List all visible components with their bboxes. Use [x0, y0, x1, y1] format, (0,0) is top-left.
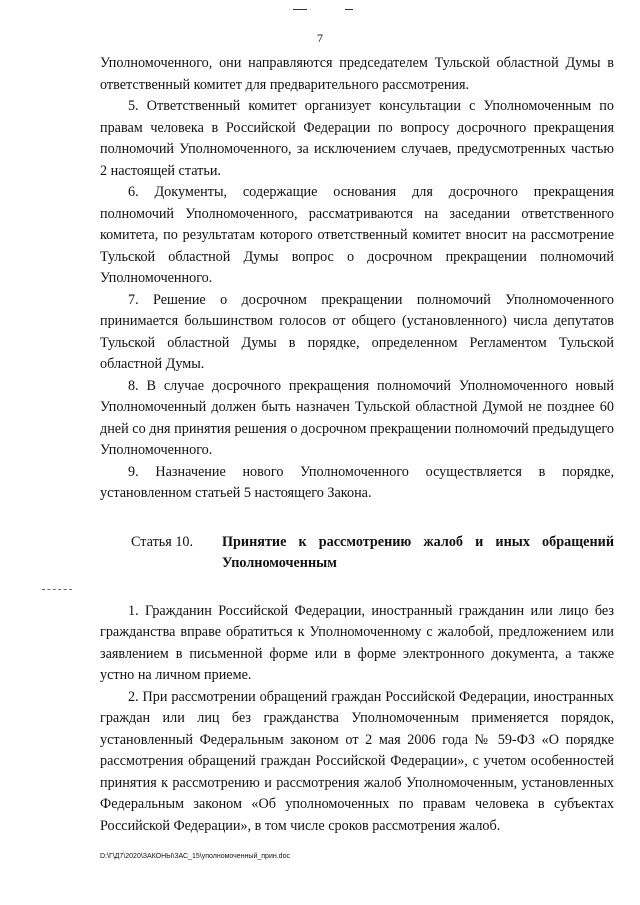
footer-file-path: D:\Г\Д7\2020\ЗАКОНЫ\ЗАС_15\уполномоченный_прин.doc: [100, 853, 290, 860]
article-heading: [100, 532, 614, 575]
paragraphs-before: [100, 53, 614, 505]
paragraph: 9. Назначение нового Уполномоченного осуществляется в порядке, установленном статьей 5 настоящего Закона.: [100, 463, 614, 501]
paragraphs-after: [100, 601, 614, 838]
article-number: Статья 10.: [131, 533, 194, 550]
scan-artifact: [42, 589, 72, 591]
document-body: [100, 53, 614, 837]
paragraph: 2. При рассмотрении обращений граждан Российской Федерации, иностранных граждан или лиц без гражданства Уполномоченным применяется порядок, установленный Федеральным законом от 2 мая 2006 года № 59-ФЗ «О порядке рассмотрения обращений граждан Российской Федерации», с учетом особенностей принятия к рассмотрению и рассмотрения жалоб Уполномоченным, установленных Федеральным законом «Об уполномоченных по правам человека в субъектах Российской Федерации», в том числе сроков рассмотрения жалоб.: [100, 688, 614, 834]
paragraph: 8. В случае досрочного прекращения полномочий Уполномоченного новый Уполномоченный должен быть назначен Тульской областной Думой не позднее 60 дней со дня принятия решения о досрочном прекращении полномочий предыдущего Уполномоченного.: [100, 377, 614, 458]
paragraph: 1. Гражданин Российской Федерации, иностранный гражданин или лицо без гражданства вправе обратиться к Уполномоченному с жалобой, предложением или заявлением в письменной форме или в форме электронного документа, а также устно на личном приеме.: [100, 602, 614, 683]
article-title: Принятие к рассмотрению жалоб и иных обращений Уполномоченным: [222, 533, 614, 571]
paragraph: Уполномоченного, они направляются председателем Тульской областной Думы в ответственный комитет для предварительного рассмотрения.: [100, 55, 614, 93]
scan-artifact: [293, 9, 307, 10]
paragraph: 6. Документы, содержащие основания для досрочного прекращения полномочий Уполномоченного, рассматриваются на заседании ответственного комитета, по результатам которого ответственный комитет вносит на рассмотрение Тульской областной Думы вопрос о досрочном прекращении полномочий Уполномоченного.: [100, 184, 614, 286]
scan-artifact: [345, 9, 353, 10]
paragraph: 5. Ответственный комитет организует консультации с Уполномоченным по правам человека в Российской Федерации по вопросу досрочного прекращения полномочий Уполномоченного, за исключением случаев, предусмотренных частью 2 настоящей статьи.: [100, 98, 614, 179]
page-number: 7: [317, 31, 323, 45]
paragraph: 7. Решение о досрочном прекращении полномочий Уполномоченного принимается большинством голосов от общего (установленного) числа депутатов Тульской областной Думы в порядке, определенном Регламентом Тульской областной Думы.: [100, 291, 614, 372]
